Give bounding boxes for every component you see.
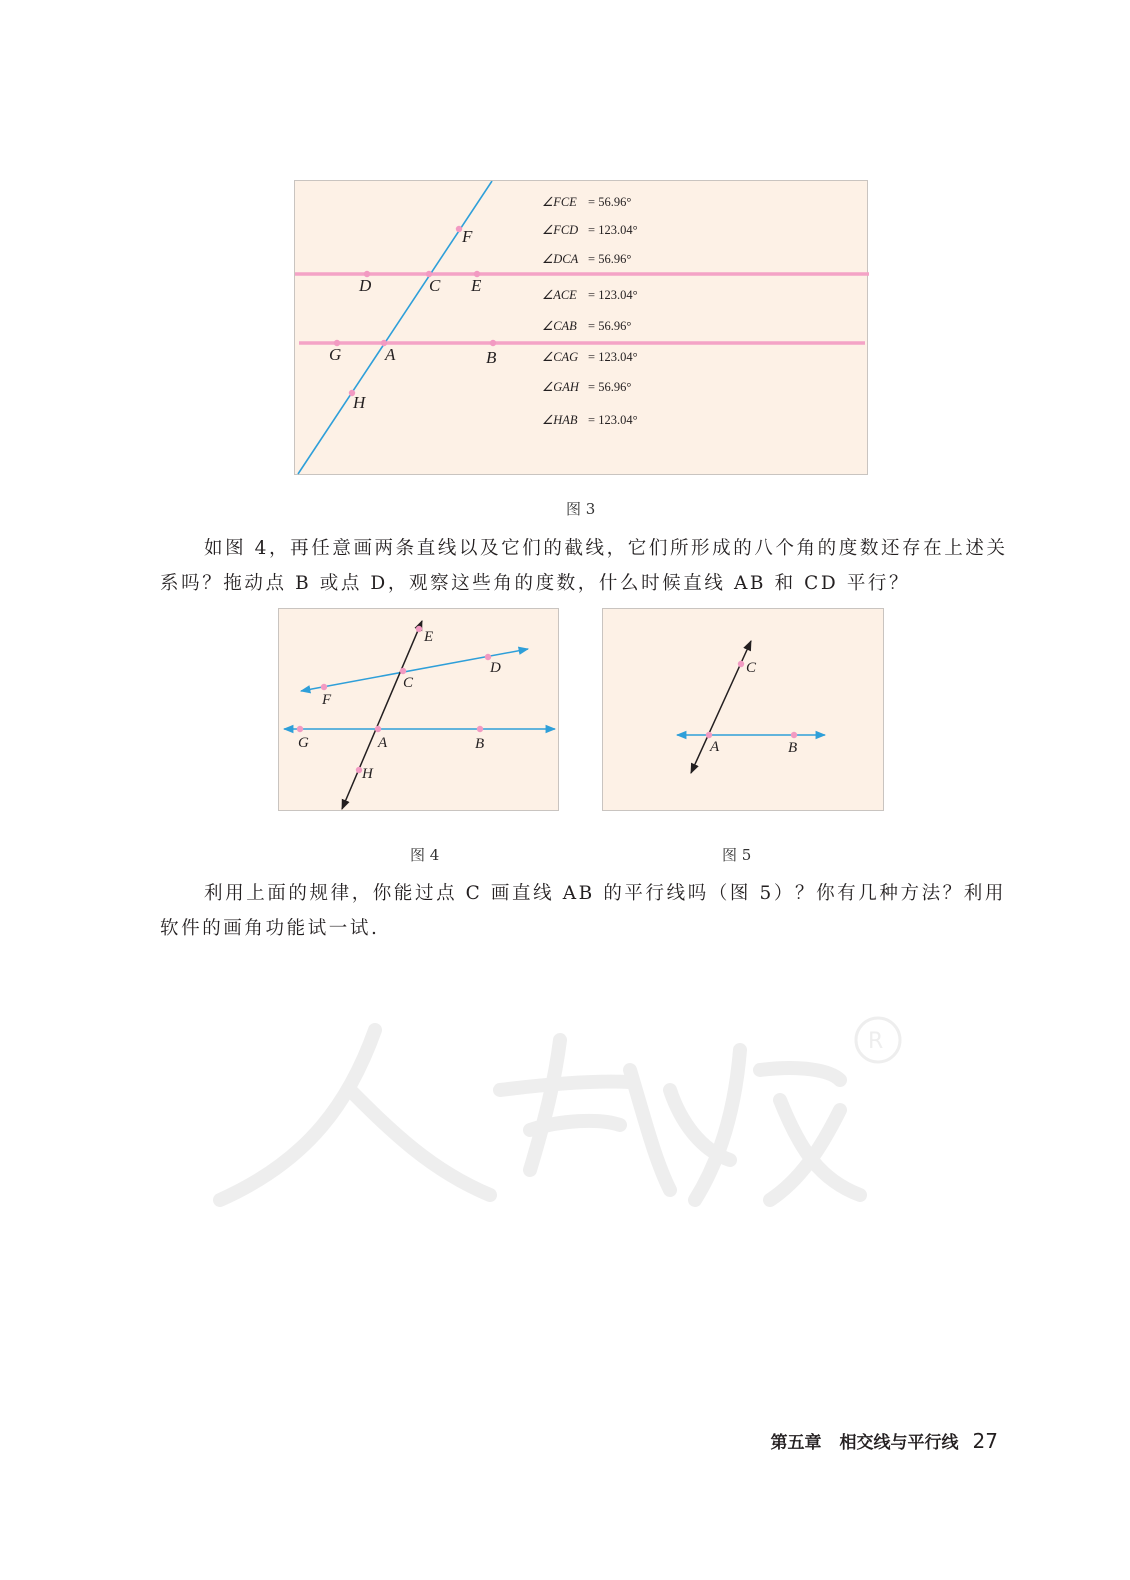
point-b	[490, 340, 496, 346]
svg-text:R: R	[868, 1029, 884, 1054]
measure-angle: ∠FCD	[542, 223, 579, 237]
measure-value: = 56.96°	[588, 380, 632, 394]
label-b: B	[486, 348, 497, 367]
figure-4-diagram	[279, 609, 560, 812]
figure-5-caption: 图 5	[722, 846, 752, 864]
measure-value: = 123.04°	[588, 413, 638, 427]
label-a: A	[385, 345, 396, 364]
label-c: C	[746, 660, 757, 676]
label-d: D	[359, 276, 372, 295]
point-g	[297, 726, 303, 732]
figure-4	[278, 608, 559, 811]
measure-angle: ∠GAH	[542, 380, 579, 394]
measure-angle: ∠ACE	[542, 288, 577, 302]
label-f: F	[462, 227, 473, 246]
point-b	[477, 726, 483, 732]
label-a: A	[710, 739, 720, 755]
chapter-title: 相交线与平行线	[839, 1433, 959, 1453]
measure-angle: ∠FCE	[542, 195, 577, 209]
point-e	[416, 626, 422, 632]
transversal-fh	[298, 181, 492, 474]
point-f	[321, 684, 327, 690]
figure-5-diagram	[603, 609, 885, 812]
label-c: C	[429, 276, 441, 295]
label-c: C	[403, 675, 414, 691]
label-d: D	[490, 660, 501, 676]
chapter-label: 第五章	[770, 1433, 822, 1453]
point-a	[375, 726, 381, 732]
transversal-eh	[342, 621, 422, 809]
measure-value: = 123.04°	[588, 350, 638, 364]
point-c	[400, 668, 406, 674]
measure-angle: ∠HAB	[542, 413, 578, 427]
measure-value: = 123.04°	[588, 223, 638, 237]
label-h: H	[362, 766, 373, 782]
publisher-watermark	[200, 1010, 920, 1210]
measure-angle: ∠CAB	[542, 319, 577, 333]
page-number: 27	[972, 1429, 998, 1453]
figure-3-caption: 图 3	[566, 500, 596, 518]
figure-3-diagram	[295, 181, 869, 476]
figure-5	[602, 608, 884, 811]
measure-value: = 56.96°	[588, 195, 632, 209]
label-f: F	[322, 692, 332, 708]
label-e: E	[471, 276, 482, 295]
measure-value: = 123.04°	[588, 288, 638, 302]
point-c	[738, 661, 744, 667]
paragraph-2: 利用上面的规律，你能过点 C 画直线 AB 的平行线吗（图 5）？你有几种方法？利用软件的画角功能试一试.	[160, 883, 1006, 939]
figure-4-caption: 图 4	[410, 846, 440, 864]
figure-3	[294, 180, 868, 475]
line-ac	[691, 641, 751, 773]
label-g: G	[329, 345, 342, 364]
label-a: A	[378, 735, 388, 751]
label-b: B	[788, 740, 798, 756]
label-g: G	[298, 735, 309, 751]
angle-measurements	[542, 195, 638, 427]
paragraph-1: 如图 4，再任意画两条直线以及它们的截线，它们所形成的八个角的度数还存在上述关系吗？拖动点 B 或点 D，观察这些角的度数，什么时候直线 AB 和 CD 平行？	[160, 538, 1008, 594]
measure-angle: ∠DCA	[542, 252, 579, 266]
page-footer	[771, 1428, 998, 1453]
point-a	[706, 732, 712, 738]
label-e: E	[424, 629, 434, 645]
measure-value: = 56.96°	[588, 252, 632, 266]
label-b: B	[475, 736, 485, 752]
measure-angle: ∠CAG	[542, 350, 579, 364]
label-h: H	[353, 393, 366, 412]
measure-value: = 56.96°	[588, 319, 632, 333]
point-b	[791, 732, 797, 738]
